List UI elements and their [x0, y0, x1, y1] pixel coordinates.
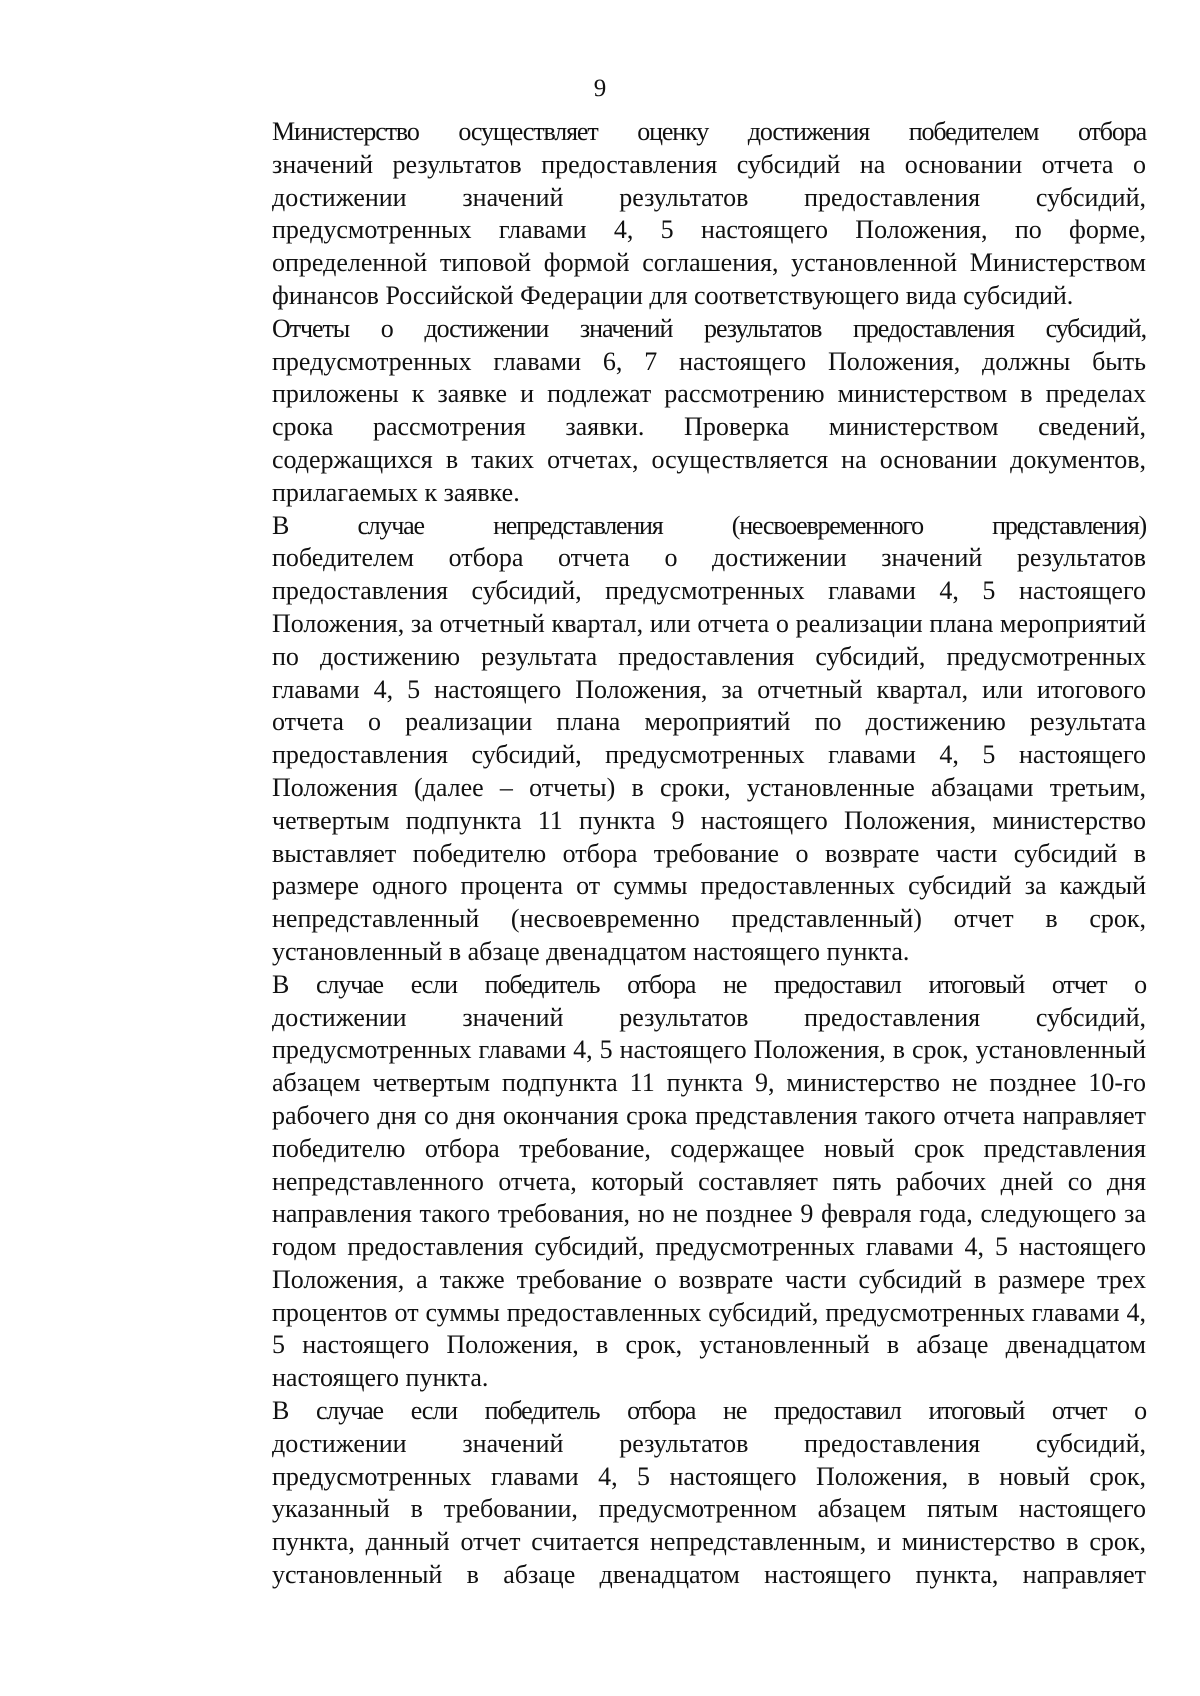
- text-line: по достижению результата предоставления субсидий, предусмотренных: [272, 641, 1146, 671]
- text-line: Положения, а также требование о возврате части субсидий в размере трех: [272, 1264, 1146, 1294]
- text-line: определенной типовой формой соглашения, установленной Министерством: [272, 248, 1146, 278]
- text-line: достижении значений результатов предоставления субсидий,: [272, 182, 1146, 212]
- text-line: содержащихся в таких отчетах, осуществляется на основании документов,: [272, 444, 1146, 474]
- text-line: финансов Российской Федерации для соответствующего вида субсидий.: [272, 280, 1074, 310]
- text-line: процентов от суммы предоставленных субсидий, предусмотренных главами 4,: [272, 1297, 1146, 1327]
- text-line: Положения, за отчетный квартал, или отчета о реализации плана мероприятий: [272, 608, 1146, 638]
- paragraph: [202, 1395, 1146, 1592]
- paragraph: [202, 116, 1146, 313]
- text-line: прилагаемых к заявке.: [272, 477, 520, 507]
- text-line: размере одного процента от суммы предоставленных субсидий за каждый: [272, 871, 1146, 901]
- text-line: срока рассмотрения заявки. Проверка министерством сведений,: [272, 412, 1146, 442]
- text-line: указанный в требовании, предусмотренном абзацем пятым настоящего: [272, 1494, 1146, 1524]
- text-line: предусмотренных главами 4, 5 настоящего Положения, по форме,: [272, 215, 1146, 245]
- text-line: значений результатов предоставления субсидий на основании отчета о: [272, 149, 1146, 179]
- text-line: установленный в абзаце двенадцатом настоящего пункта, направляет: [272, 1560, 1146, 1590]
- text-line: достижении значений результатов предоставления субсидий,: [272, 1428, 1146, 1458]
- text-line: установленный в абзаце двенадцатом настоящего пункта.: [272, 936, 910, 966]
- paragraph: [202, 969, 1146, 1395]
- text-line: предусмотренных главами 4, 5 настоящего Положения, в срок, установленный: [272, 1035, 1146, 1065]
- text-line: В случае непредставления (несвоевременного представления): [272, 510, 1146, 540]
- text-line: предоставления субсидий, предусмотренных главами 4, 5 настоящего: [272, 740, 1146, 770]
- text-line: В случае если победитель отбора не предоставил итоговый отчет о: [272, 969, 1146, 999]
- text-line: рабочего дня со дня окончания срока представления такого отчета направляет: [272, 1100, 1146, 1130]
- text-line: победителю отбора требование, содержащее новый срок представления: [272, 1133, 1146, 1163]
- text-line: Отчеты о достижении значений результатов предоставления субсидий,: [272, 313, 1146, 343]
- text-line: непредставленного отчета, который составляет пять рабочих дней со дня: [272, 1166, 1146, 1196]
- text-line: выставляет победителю отбора требование о возврате части субсидий в: [272, 838, 1146, 868]
- text-line: пункта, данный отчет считается непредставленным, и министерство в срок,: [272, 1527, 1146, 1557]
- text-line: непредставленный (несвоевременно представленный) отчет в срок,: [272, 904, 1146, 934]
- text-line: настоящего пункта.: [272, 1363, 489, 1393]
- paragraph: [202, 510, 1146, 969]
- text-line: достижении значений результатов предоставления субсидий,: [272, 1002, 1146, 1032]
- text-line: четвертым подпункта 11 пункта 9 настоящего Положения, министерство: [272, 805, 1146, 835]
- text-line: отчета о реализации плана мероприятий по достижению результата: [272, 707, 1146, 737]
- text-line: главами 4, 5 настоящего Положения, за отчетный квартал, или итогового: [272, 674, 1146, 704]
- document-body: [202, 116, 1146, 1592]
- text-line: В случае если победитель отбора не предоставил итоговый отчет о: [272, 1396, 1146, 1426]
- text-line: предоставления субсидий, предусмотренных главами 4, 5 настоящего: [272, 576, 1146, 606]
- text-line: Министерство осуществляет оценку достижения победителем отбора: [272, 117, 1146, 146]
- paragraph: [202, 313, 1146, 510]
- text-line: победителем отбора отчета о достижении значений результатов: [272, 543, 1146, 573]
- page-number: 9: [593, 75, 607, 102]
- text-line: предусмотренных главами 4, 5 настоящего Положения, в новый срок,: [272, 1461, 1146, 1491]
- text-line: приложены к заявке и подлежат рассмотрению министерством в пределах: [272, 379, 1146, 409]
- text-line: направления такого требования, но не позднее 9 февраля года, следующего за: [272, 1199, 1146, 1229]
- text-line: абзацем четвертым подпункта 11 пункта 9, министерство не позднее 10-го: [272, 1068, 1146, 1098]
- text-line: Положения (далее – отчеты) в сроки, установленные абзацами третьим,: [272, 772, 1146, 802]
- text-line: годом предоставления субсидий, предусмотренных главами 4, 5 настоящего: [272, 1232, 1146, 1262]
- text-line: 5 настоящего Положения, в срок, установленный в абзаце двенадцатом: [272, 1330, 1146, 1360]
- text-line: предусмотренных главами 6, 7 настоящего Положения, должны быть: [272, 346, 1146, 376]
